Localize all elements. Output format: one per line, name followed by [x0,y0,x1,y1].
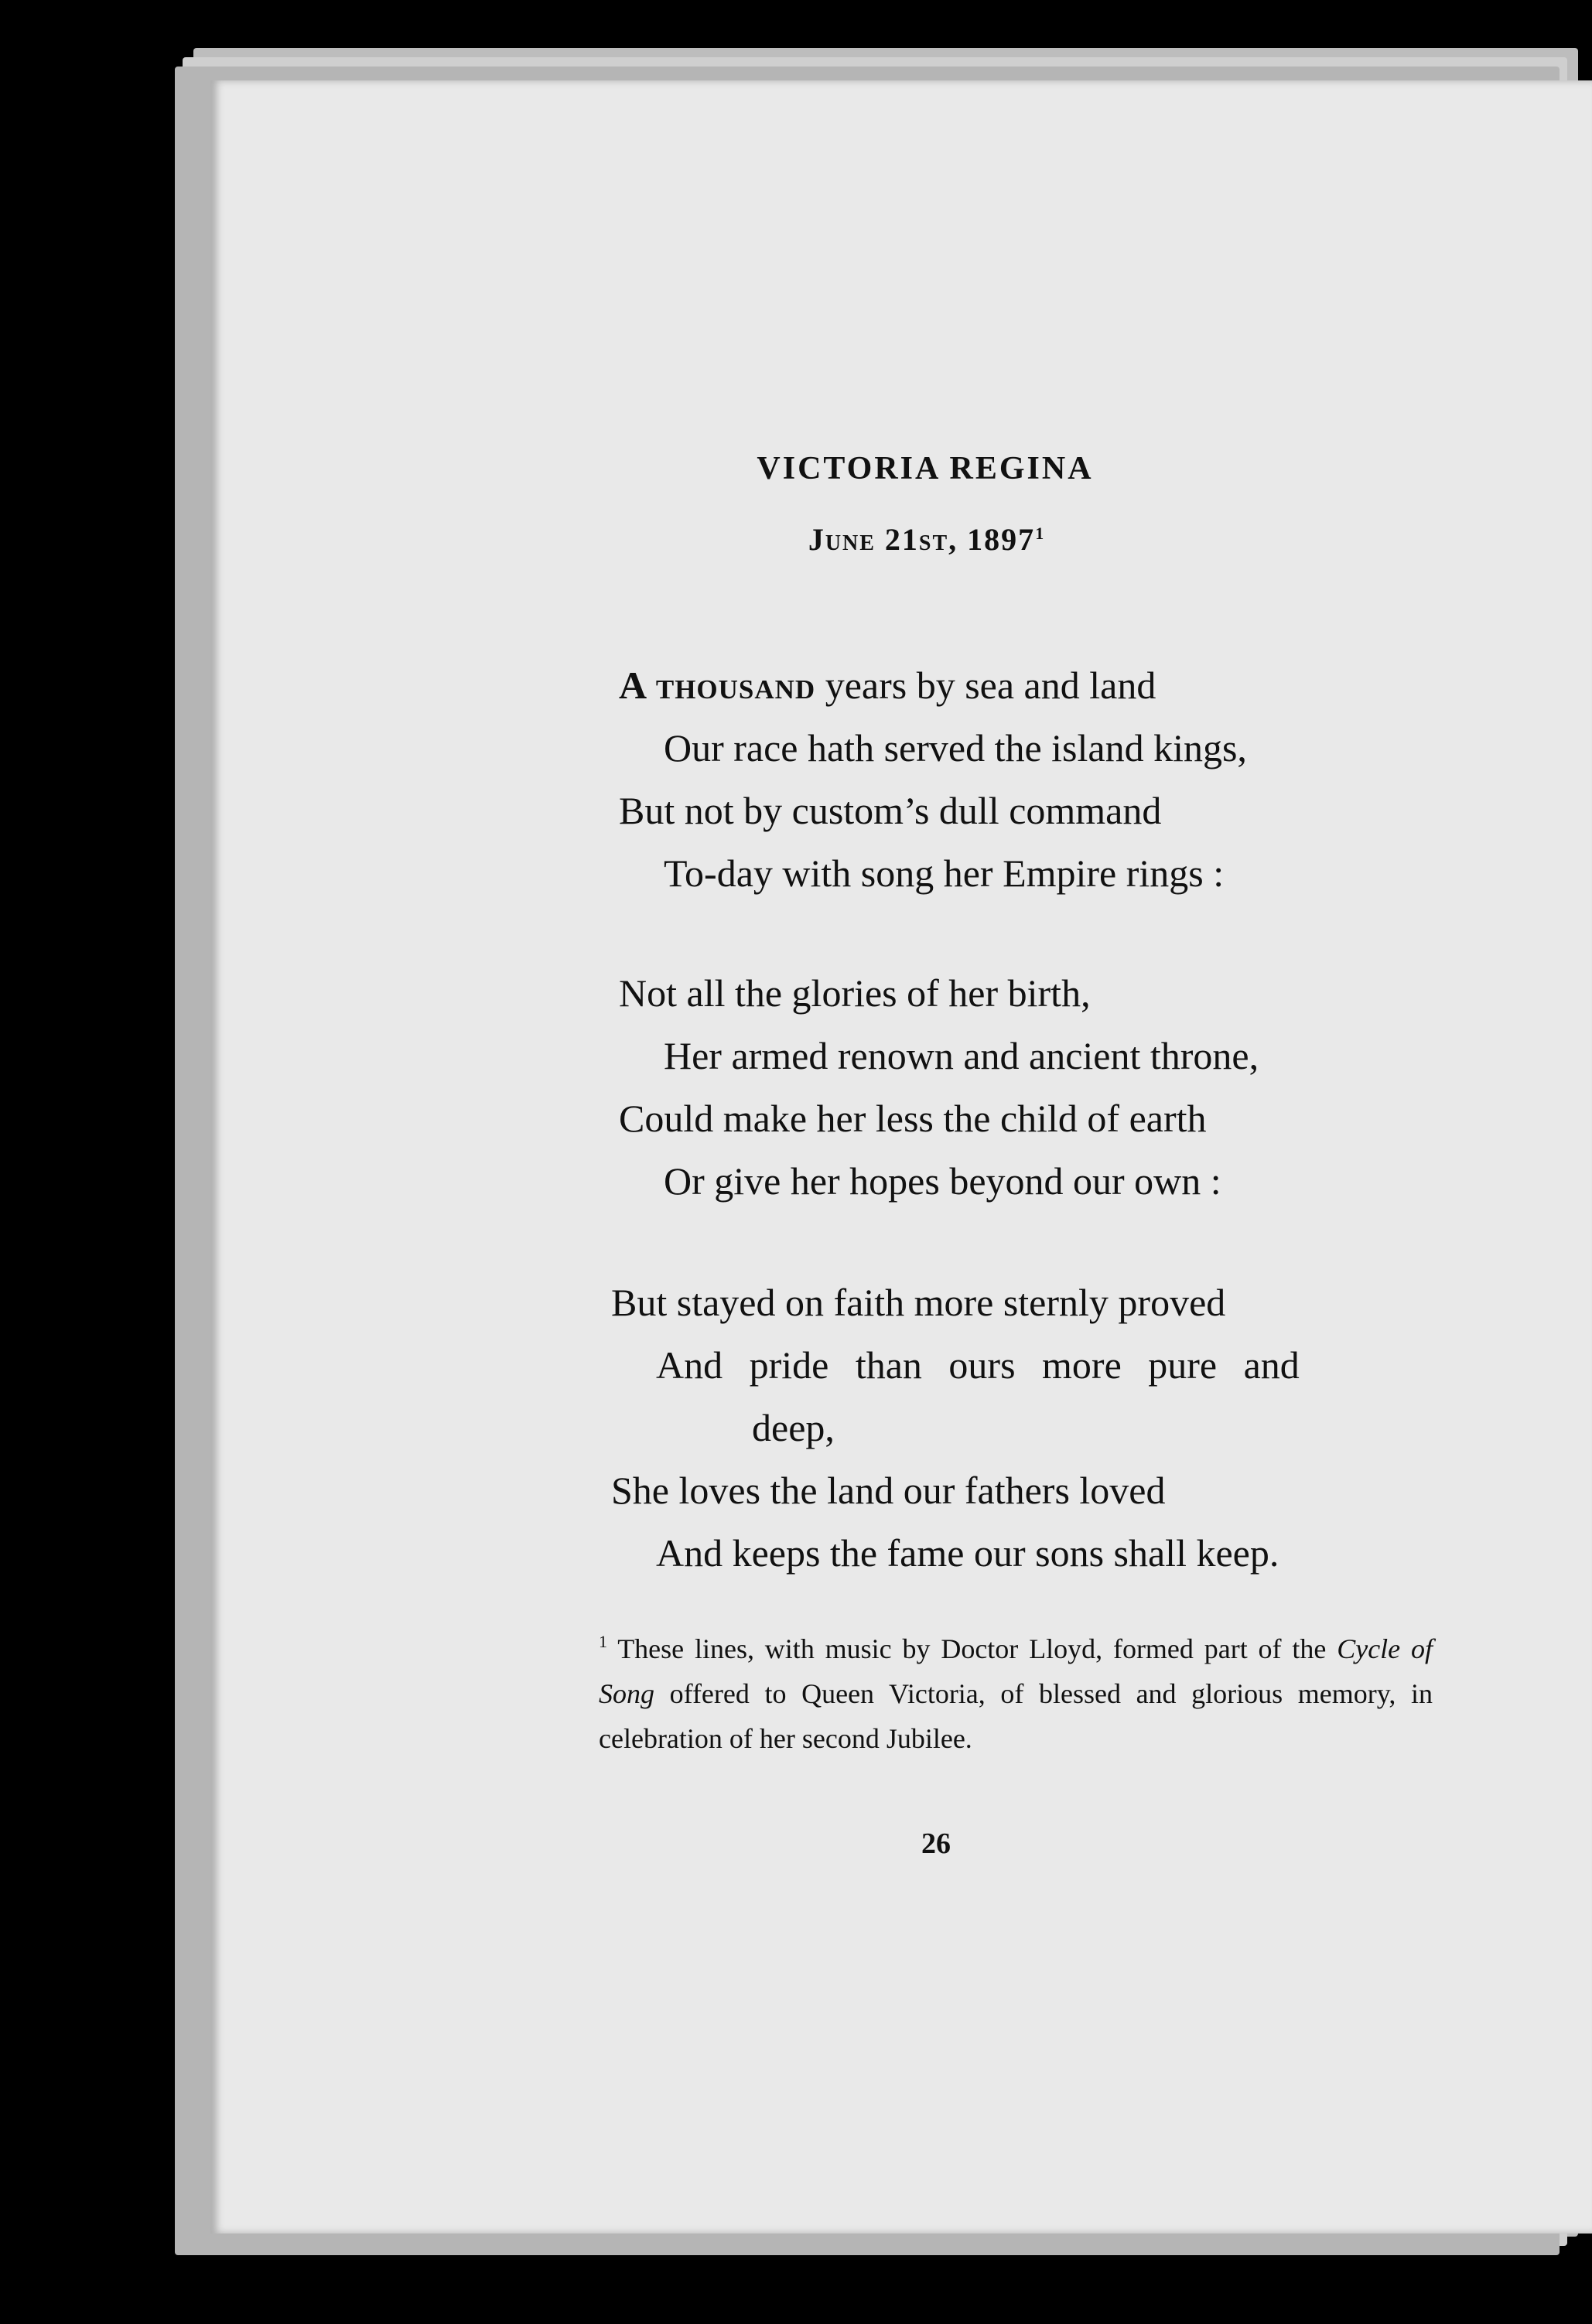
poem-line: Could make her less the child of earth [619,1097,1207,1140]
poem-line: And pride than ours more pure and [656,1343,1300,1387]
footnote-mark: 1 [599,1632,607,1651]
book-page [210,80,1592,2234]
footnote-reference: 1 [1035,524,1046,543]
poem-line: To-day with song her Empire rings : [664,851,1225,895]
poem-line: deep, [752,1406,835,1449]
poem-line: But stayed on faith more sternly proved [611,1281,1226,1324]
poem-line: Or give her hopes beyond our own : [664,1159,1221,1203]
page-content [210,80,1592,2234]
stanza-1 [619,654,1423,905]
page-number: 26 [921,1827,951,1860]
poem-date [210,521,1592,558]
footnote-italic-title: Cycle of Song [599,1633,1433,1709]
stanza-2 [619,962,1423,1213]
footnote [599,1619,1433,1761]
poem-line: Our race hath served the island kings, [664,726,1247,770]
poem-line: And keeps the fame our sons shall keep. [656,1531,1279,1575]
poem-line: Her armed renown and ancient throne, [664,1034,1259,1077]
poem-line [619,654,1423,717]
poem-title: VICTORIA REGINA [757,451,1094,486]
line-text: years by sea and land [815,664,1156,707]
stanza-3 [611,1271,1416,1585]
poem-line: Not all the glories of her birth, [619,971,1091,1015]
poem-line: She loves the land our fathers loved [611,1469,1166,1512]
footnote-text: offered to Queen Victoria, of blessed and glorious memory, in celebration of her second Jubilee. [599,1678,1433,1754]
date-text: June 21st, 1897 [808,522,1036,557]
poem-line: But not by custom’s dull command [619,789,1162,832]
opening-words: A thousand [619,664,816,707]
footnote-text: These lines, with music by Doctor Lloyd, formed part of the [617,1633,1337,1664]
